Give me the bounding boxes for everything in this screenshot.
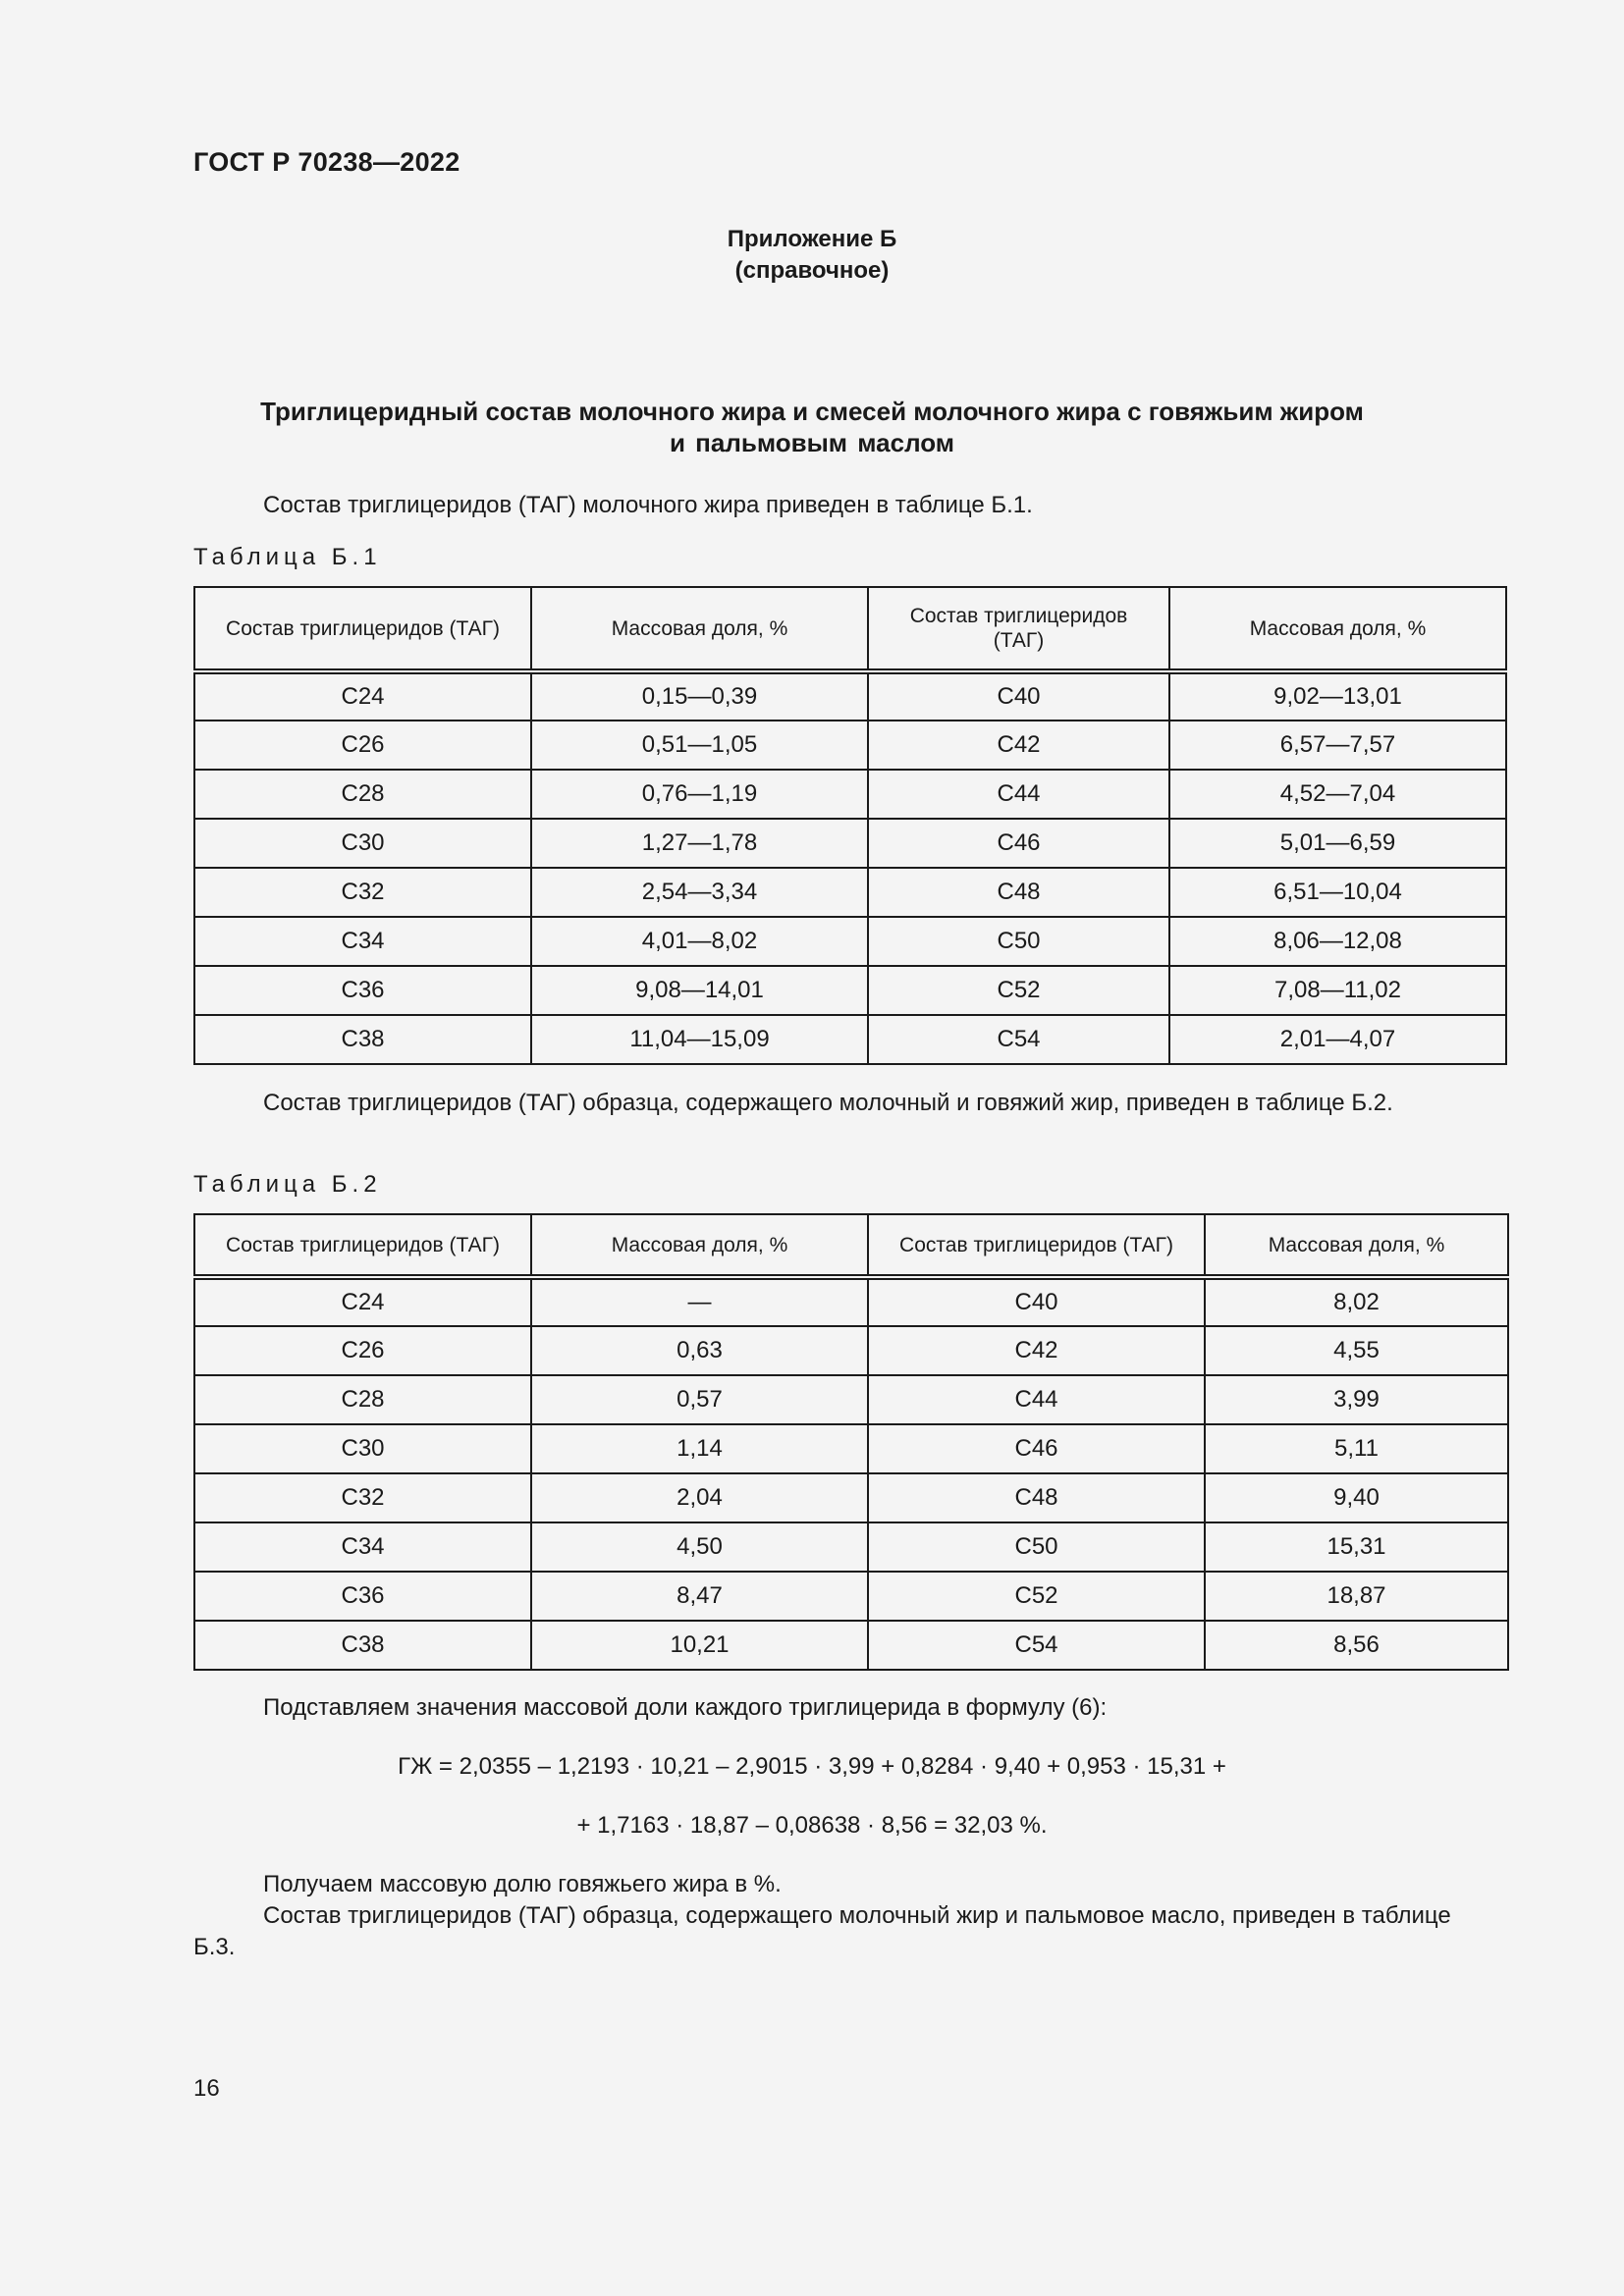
table-cell: С32 bbox=[194, 1473, 531, 1522]
table-cell: С36 bbox=[194, 966, 531, 1015]
formula-line-1: ГЖ = 2,0355 – 1,2193 · 10,21 – 2,9015 · 3,99 + 0,8284 · 9,40 + 0,953 · 15,31 + bbox=[398, 1753, 1226, 1780]
table2-header-cell: Массовая доля, % bbox=[1205, 1214, 1508, 1277]
table-cell: 4,01—8,02 bbox=[531, 917, 868, 966]
table-row bbox=[194, 1473, 1508, 1522]
table-cell: С52 bbox=[868, 966, 1169, 1015]
table-cell: 0,51—1,05 bbox=[531, 721, 868, 770]
table-cell: 8,47 bbox=[531, 1572, 868, 1621]
table1-header-cell: Состав триглицеридов (ТАГ) bbox=[194, 587, 531, 671]
table-cell: С28 bbox=[194, 770, 531, 819]
table-cell: С34 bbox=[194, 1522, 531, 1572]
table-cell: С44 bbox=[868, 1375, 1205, 1424]
table1-header-cell: Состав триглицеридов (ТАГ) bbox=[868, 587, 1169, 671]
table-cell: С36 bbox=[194, 1572, 531, 1621]
table-cell: 8,06—12,08 bbox=[1169, 917, 1506, 966]
table-cell: — bbox=[531, 1277, 868, 1326]
table-cell: С28 bbox=[194, 1375, 531, 1424]
table-cell: 0,63 bbox=[531, 1326, 868, 1375]
table-row bbox=[194, 1015, 1506, 1064]
appendix-type: (справочное) bbox=[734, 257, 890, 284]
table-cell: С26 bbox=[194, 721, 531, 770]
table-row bbox=[194, 917, 1506, 966]
table1 bbox=[193, 586, 1507, 1065]
table-cell: С40 bbox=[868, 1277, 1205, 1326]
table2-label: Таблица Б.2 bbox=[193, 1171, 382, 1198]
table-cell: 1,14 bbox=[531, 1424, 868, 1473]
table-row bbox=[194, 1277, 1508, 1326]
paragraph-table3-intro-cont: Б.3. bbox=[193, 1934, 236, 1960]
table-cell: С40 bbox=[868, 671, 1169, 721]
table2-header-row bbox=[194, 1214, 1508, 1277]
table-cell: 7,08—11,02 bbox=[1169, 966, 1506, 1015]
paragraph-formula-intro: Подставляем значения массовой доли каждого триглицерида в формулу (6): bbox=[263, 1694, 1108, 1721]
page-number: 16 bbox=[193, 2075, 220, 2102]
table-cell: 9,08—14,01 bbox=[531, 966, 868, 1015]
table-cell: 4,50 bbox=[531, 1522, 868, 1572]
table-cell: 0,76—1,19 bbox=[531, 770, 868, 819]
section-title-line-2: и пальмовым маслом bbox=[669, 428, 955, 457]
table-cell: 6,57—7,57 bbox=[1169, 721, 1506, 770]
table-cell: 4,55 bbox=[1205, 1326, 1508, 1375]
table-cell: 8,56 bbox=[1205, 1621, 1508, 1670]
table2-header-cell: Массовая доля, % bbox=[531, 1214, 868, 1277]
table-cell: 3,99 bbox=[1205, 1375, 1508, 1424]
table-cell: С42 bbox=[868, 721, 1169, 770]
table-cell: 18,87 bbox=[1205, 1572, 1508, 1621]
table-cell: С46 bbox=[868, 819, 1169, 868]
paragraph-result: Получаем массовую долю говяжьего жира в %. bbox=[263, 1871, 782, 1897]
table-cell: 2,01—4,07 bbox=[1169, 1015, 1506, 1064]
table-cell: 2,54—3,34 bbox=[531, 868, 868, 917]
table-row bbox=[194, 1621, 1508, 1670]
document-header: ГОСТ Р 70238—2022 bbox=[193, 147, 460, 177]
table-cell: 5,01—6,59 bbox=[1169, 819, 1506, 868]
table-cell: 2,04 bbox=[531, 1473, 868, 1522]
table-row bbox=[194, 770, 1506, 819]
table-cell: С24 bbox=[194, 1277, 531, 1326]
table-cell: С30 bbox=[194, 1424, 531, 1473]
table-cell: 0,15—0,39 bbox=[531, 671, 868, 721]
table-cell: 4,52—7,04 bbox=[1169, 770, 1506, 819]
table-cell: 10,21 bbox=[531, 1621, 868, 1670]
table-cell: С50 bbox=[868, 1522, 1205, 1572]
table-cell: 9,40 bbox=[1205, 1473, 1508, 1522]
table-row bbox=[194, 1375, 1508, 1424]
table-row bbox=[194, 868, 1506, 917]
table-cell: С38 bbox=[194, 1015, 531, 1064]
table-cell: С30 bbox=[194, 819, 531, 868]
table-row bbox=[194, 1326, 1508, 1375]
table-cell: 15,31 bbox=[1205, 1522, 1508, 1572]
table-row bbox=[194, 966, 1506, 1015]
table-cell: 1,27—1,78 bbox=[531, 819, 868, 868]
table-cell: С54 bbox=[868, 1621, 1205, 1670]
table-row bbox=[194, 721, 1506, 770]
table-cell: 11,04—15,09 bbox=[531, 1015, 868, 1064]
paragraph-table3-intro: Состав триглицеридов (ТАГ) образца, содержащего молочный жир и пальмовое масло, приведен в таблице bbox=[263, 1902, 1451, 1929]
table1-header-cell: Массовая доля, % bbox=[531, 587, 868, 671]
table-cell: С48 bbox=[868, 1473, 1205, 1522]
table1-header-cell: Массовая доля, % bbox=[1169, 587, 1506, 671]
paragraph-intro-table1: Состав триглицеридов (ТАГ) молочного жира приведен в таблице Б.1. bbox=[263, 492, 1033, 518]
table-cell: С26 bbox=[194, 1326, 531, 1375]
table-row bbox=[194, 1572, 1508, 1621]
table-cell: 0,57 bbox=[531, 1375, 868, 1424]
appendix-title: Приложение Б bbox=[727, 226, 897, 252]
table-cell: С42 bbox=[868, 1326, 1205, 1375]
section-title-line-1: Триглицеридный состав молочного жира и смесей молочного жира с говяжьим жиром bbox=[260, 397, 1364, 426]
table-cell: С46 bbox=[868, 1424, 1205, 1473]
table-row bbox=[194, 671, 1506, 721]
table-row bbox=[194, 819, 1506, 868]
table-row bbox=[194, 1424, 1508, 1473]
table-cell: 6,51—10,04 bbox=[1169, 868, 1506, 917]
table-cell: С24 bbox=[194, 671, 531, 721]
table-cell: С44 bbox=[868, 770, 1169, 819]
table-cell: С54 bbox=[868, 1015, 1169, 1064]
table1-header-row bbox=[194, 587, 1506, 671]
table-cell: 9,02—13,01 bbox=[1169, 671, 1506, 721]
table2 bbox=[193, 1213, 1509, 1671]
table-cell: 8,02 bbox=[1205, 1277, 1508, 1326]
table-cell: С32 bbox=[194, 868, 531, 917]
table2-header-cell: Состав триглицеридов (ТАГ) bbox=[868, 1214, 1205, 1277]
table-cell: С38 bbox=[194, 1621, 531, 1670]
table-cell: С52 bbox=[868, 1572, 1205, 1621]
formula-line-2: + 1,7163 · 18,87 – 0,08638 · 8,56 = 32,03 %. bbox=[576, 1812, 1048, 1839]
table1-label: Таблица Б.1 bbox=[193, 544, 382, 570]
table-cell: С48 bbox=[868, 868, 1169, 917]
paragraph-intro-table2: Состав триглицеридов (ТАГ) образца, содержащего молочный и говяжий жир, приведен в таблице Б.2. bbox=[263, 1090, 1393, 1116]
table-cell: С50 bbox=[868, 917, 1169, 966]
table-cell: С34 bbox=[194, 917, 531, 966]
table-cell: 5,11 bbox=[1205, 1424, 1508, 1473]
table-row bbox=[194, 1522, 1508, 1572]
table2-header-cell: Состав триглицеридов (ТАГ) bbox=[194, 1214, 531, 1277]
